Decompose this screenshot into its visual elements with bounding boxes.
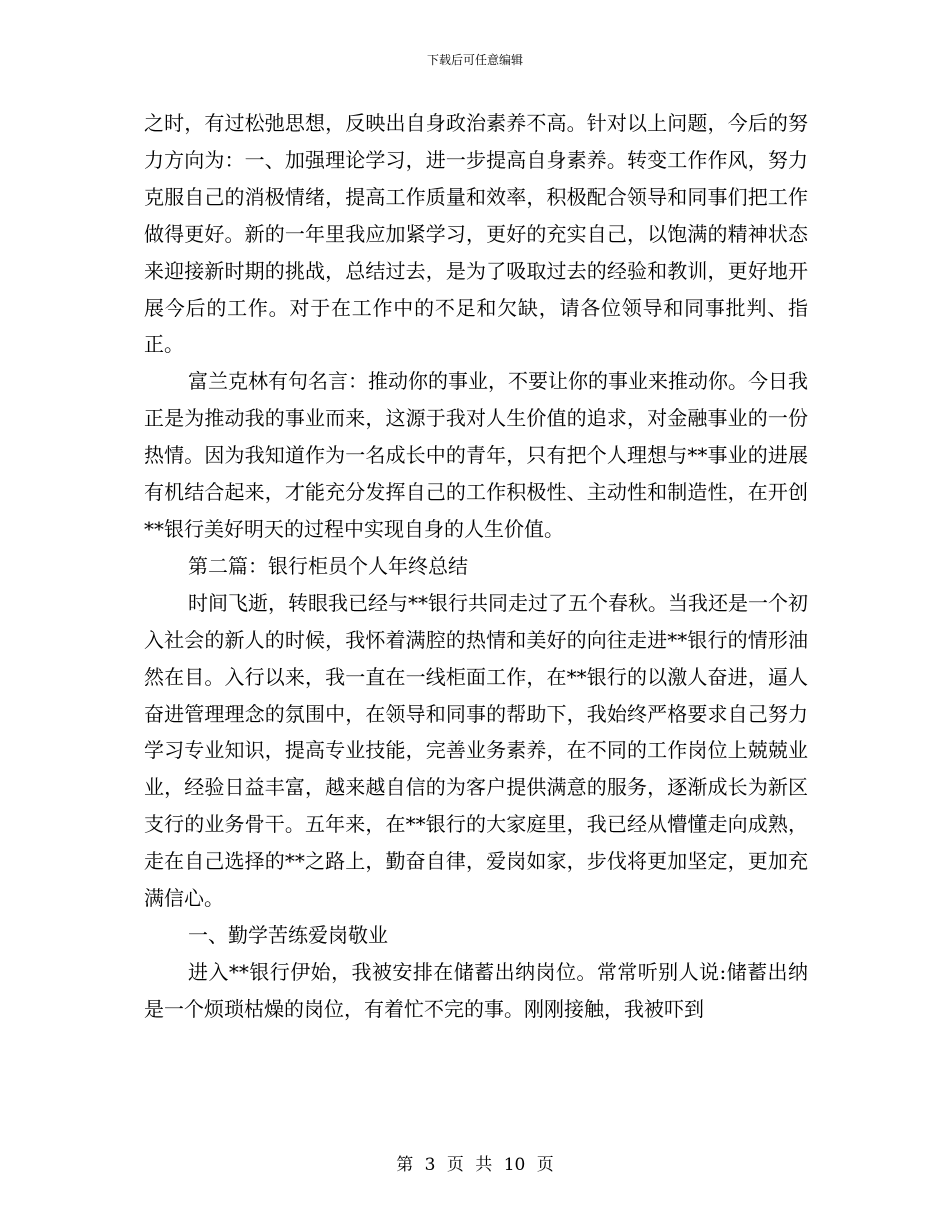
- document-body: [144, 105, 808, 1028]
- page-number: 第 3 页 共 10 页: [396, 1155, 554, 1175]
- section-title-second: 第二篇：银行柜员个人年终总结: [188, 553, 468, 578]
- subsection-heading-1: 一、勤学苦练爱岗敬业: [188, 922, 388, 947]
- paragraph-1: 之时，有过松弛思想，反映出自身政治素养不高。针对以上问题，今后的努力方向为：一、加强理论学习，进一步提高自身素养。转变工作作风，努力克服自己的消极情绪，提高工作质量和效率，积极配合领导和同事们把工作做得更好。新的一年里我应加紧学习，更好的充实自己，以饱满的精神状态来迎接新时期的挑战，总结过去，是为了吸取过去的经验和教训，更好地开展今后的工作。对于在工作中的不足和欠缺，请各位领导和同事批判、指正。: [144, 111, 808, 357]
- paragraph-3: 时间飞逝，转眼我已经与**银行共同走过了五个春秋。当我还是一个初入社会的新人的时候，我怀着满腔的热情和美好的向往走进**银行的情形油然在目。入行以来，我一直在一线柜面工作，在**银行的以激人奋进，逼人奋进管理理念的氛围中，在领导和同事的帮助下，我始终严格要求自己努力学习专业知识，提高专业技能，完善业务素养，在不同的工作岗位上兢兢业业，经验日益丰富，越来越自信的为客户提供满意的服务，逐渐成长为新区支行的业务骨干。五年来，在**银行的大家庭里，我已经从懵懂走向成熟，走在自己选择的**之路上，勤奋自律，爱岗如家，步伐将更加坚定，更加充满信心。: [144, 590, 808, 911]
- page-header-note: 下载后可任意编辑: [426, 53, 523, 67]
- paragraph-4: 进入**银行伊始，我被安排在储蓄出纳岗位。常常听别人说:储蓄出纳是一个烦琐枯燥的岗位，有着忙不完的事。刚刚接触，我被吓到: [144, 959, 808, 1021]
- paragraph-2: 富兰克林有句名言：推动你的事业，不要让你的事业来推动你。今日我正是为推动我的事业而来，这源于我对人生价值的追求，对金融事业的一份热情。因为我知道作为一名成长中的青年，只有把个人理想与**事业的进展有机结合起来，才能充分发挥自己的工作积极性、主动性和制造性，在开创**银行美好明天的过程中实现自身的人生价值。: [144, 369, 808, 541]
